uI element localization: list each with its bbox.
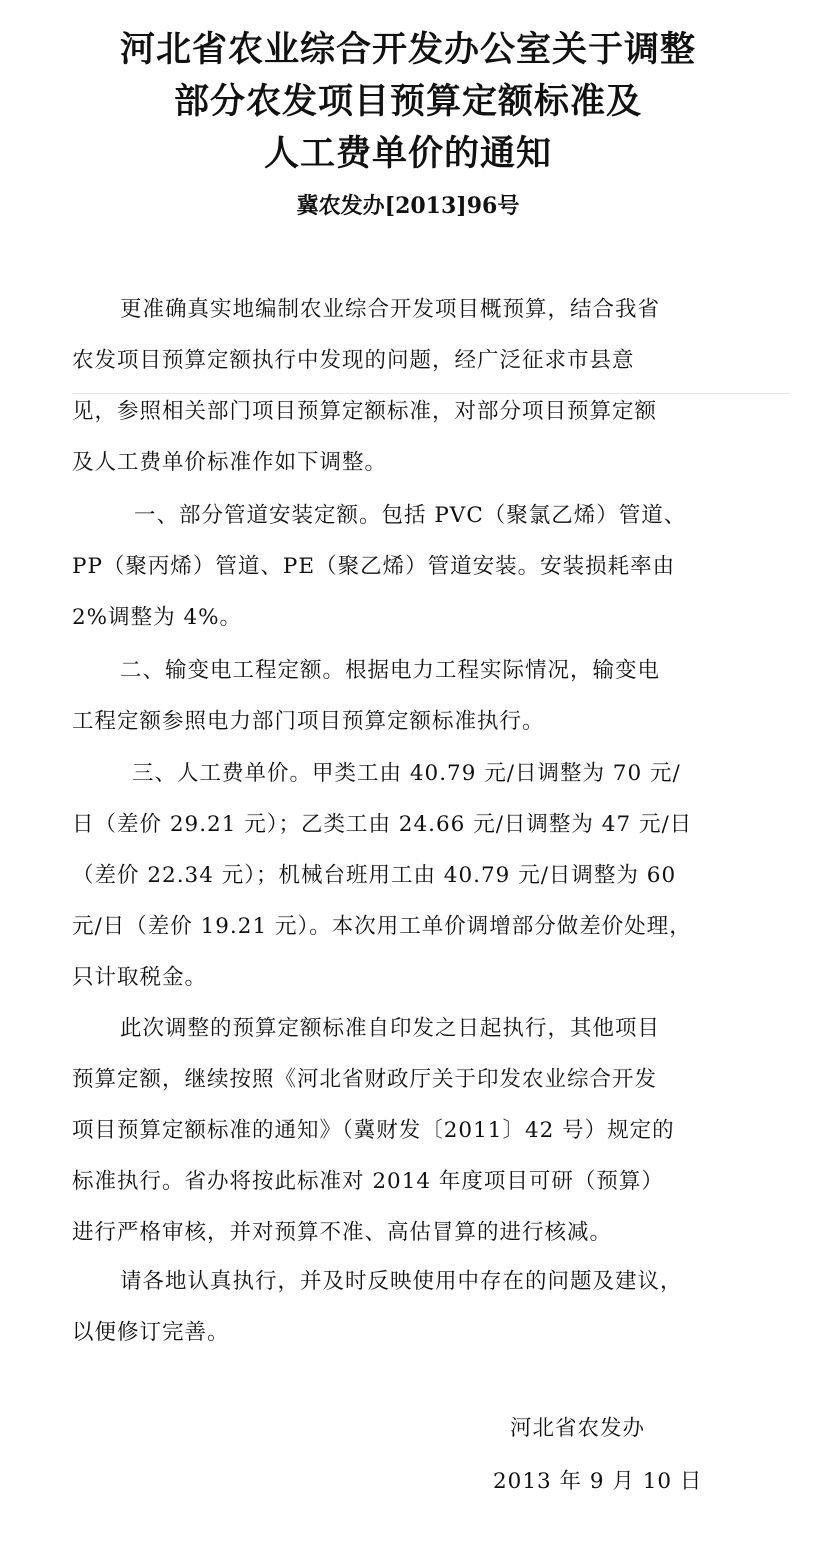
paragraph-line: 请各地认真执行，并及时反映使用中存在的问题及建议， [120, 1269, 683, 1294]
paragraph-line: 标准执行。省办将按此标准对 2014 年度项目可研（预算） [72, 1169, 664, 1194]
paragraph-line: 日（差价 29.21 元）；乙类工由 24.66 元/日调整为 47 元/日 [72, 812, 693, 837]
paragraph-line: 元/日（差价 19.21 元）。本次用工单价调增部分做差价处理， [72, 914, 692, 939]
paragraph-line: 三、人工费单价。甲类工由 40.79 元/日调整为 70 元/ [132, 761, 681, 786]
issue-date: 2013 年 9 月 10 日 [493, 1469, 703, 1494]
document-number: 冀农发办[2013]96号 [296, 193, 520, 219]
paragraph-line: PP（聚丙烯）管道、PE（聚乙烯）管道安装。安装损耗率由 [72, 554, 676, 579]
paragraph-line: 进行严格审核，并对预算不准、高估冒算的进行核减。 [72, 1220, 613, 1245]
paragraph-line: （差价 22.34 元）；机械台班用工由 40.79 元/日调整为 60 [72, 863, 677, 888]
paragraph-line: 见，参照相关部门项目预算定额标准，对部分项目预算定额 [72, 399, 658, 424]
scan-artifact-line [72, 393, 790, 394]
paragraph-line: 项目预算定额标准的通知》（冀财发〔2011〕42 号）规定的 [72, 1118, 675, 1143]
item-1-paragraph [72, 490, 762, 643]
paragraph-line: 预算定额，继续按照《河北省财政厅关于印发农业综合开发 [72, 1067, 658, 1092]
paragraph-line: 更准确真实地编制农业综合开发项目概预算，结合我省 [120, 297, 661, 322]
paragraph-line: 及人工费单价标准作如下调整。 [72, 450, 388, 475]
paragraph-line: 一、部分管道安装定额。包括 PVC（聚氯乙烯）管道、 [134, 503, 687, 528]
effective-date-paragraph [72, 1003, 762, 1258]
paragraph-line: 此次调整的预算定额标准自印发之日起执行，其他项目 [120, 1016, 661, 1041]
closing-paragraph [72, 1256, 762, 1358]
document-title-line-2: 部分农发项目预算定额标准及 [173, 82, 642, 122]
paragraph-line: 农发项目预算定额执行中发现的问题，经广泛征求市县意 [72, 348, 635, 373]
paragraph-line: 工程定额参照电力部门项目预算定额标准执行。 [72, 709, 545, 734]
paragraph-line: 只计取税金。 [72, 965, 208, 990]
intro-paragraph [72, 284, 762, 488]
paragraph-line: 以便修订完善。 [72, 1320, 230, 1345]
issuer-signature: 河北省农发办 [510, 1416, 646, 1441]
item-2-paragraph [72, 645, 762, 747]
paragraph-line: 2%调整为 4%。 [72, 605, 243, 630]
paragraph-line: 二、输变电工程定额。根据电力工程实际情况，输变电 [120, 658, 661, 683]
item-3-paragraph [72, 748, 762, 1003]
document-title-line-1: 河北省农业综合开发办公室关于调整 [119, 30, 696, 70]
document-title-line-3: 人工费单价的通知 [263, 134, 552, 174]
